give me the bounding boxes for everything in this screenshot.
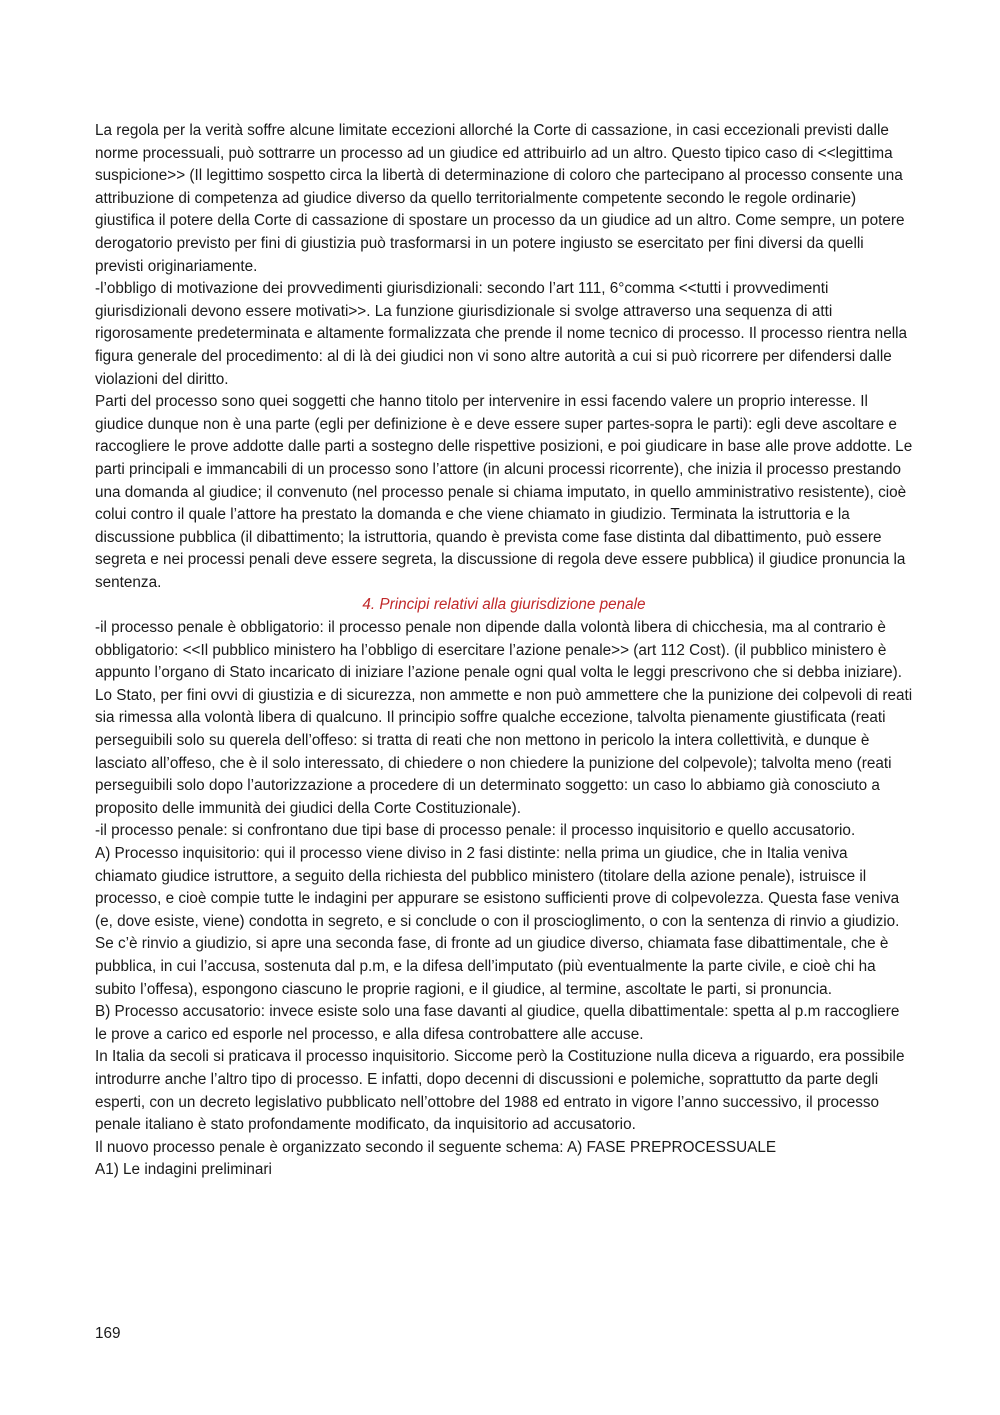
page-body — [95, 120, 913, 1182]
paragraph-obbligo-motivazione: -l’obbligo di motivazione dei provvedimenti giurisdizionali: secondo l’art 111, 6°comma <<tutti i provvedimenti giurisdizionali devono essere motivati>>. La funzione giurisdizionale si svolge attraverso una sequenza di atti rigorosamente predeterminata e altamente formalizzata che prende il nome tecnico di processo. Il processo rientra nella figura generale del procedimento: al di là dei giudici non vi sono altre autorità a cui si può ricorrere per difendersi dalle violazioni del diritto. — [95, 280, 908, 388]
paragraph-italia-riforma: In Italia da secoli si praticava il processo inquisitorio. Siccome però la Costituzione nulla diceva a riguardo, era possibile introdurre anche l’altro tipo di processo. E infatti, dopo decenni di discussioni e polemiche, soprattutto da parte degli esperti, con un decreto legislativo pubblicato nell’ottobre del 1988 ed entrato in vigore l’anno successivo, il processo penale italiano è stato profondamente modificato, da inquisitorio ad accusatorio. — [95, 1048, 905, 1134]
paragraph-processo-inquisitorio: A) Processo inquisitorio: qui il processo viene diviso in 2 fasi distinte: nella prima un giudice, che in Italia veniva chiamato giudice istruttore, a seguito della richiesta del pubblico ministero (titolare della azione penale), istruisce il processo, e cioè compie tutte le indagini per appurare se esistono sufficienti prove di colpevolezza. Questa fase veniva (e, dove esiste, viene) condotta in segreto, e si conclude o con il proscioglimento, o con la sentenza di rinvio a giudizio. Se c’è rinvio a giudizio, si apre una seconda fase, di fronte ad un giudice diverso, chiamata fase dibattimentale, che è pubblica, in cui l’accusa, sostenuta dal p.m, e la difesa dell’imputato (più eventualmente la parte civile, e cioè chi ha subito l’offesa), espongono ciascuno le proprie ragioni, e il giudice, al termine, ascoltate le parti, si pronuncia. — [95, 845, 900, 998]
paragraph-nuovo-schema: Il nuovo processo penale è organizzato secondo il seguente schema: A) FASE PREPROCESSUALE — [95, 1138, 777, 1156]
paragraph-obbligatorio: -il processo penale è obbligatorio: il processo penale non dipende dalla volontà libera di chicchesia, ma al contrario è obbligatorio: <<Il pubblico ministero ha l’obbligo di esercitare l’azione penale>> (art 112 Cost). (il pubblico ministero è appunto l’organo di Stato incaricato di iniziare l’azione penale ogni qual volta le leggi prescrivono che si debba iniziare). Lo Stato, per fini ovvi di giustizia e di sicurezza, non ammette e non può ammettere che la punizione dei colpevoli di reati sia rimessa alla volontà libera di qualcuno. Il principio soffre qualche eccezione, talvolta pienamente giustificata (reati perseguibili solo su querela dell’offeso: si tratta di reati che non mettono in pericolo la intera collettività, e dunque è lasciato all’offeso, che è il solo interessato, di chiedere o non chiedere la punizione del colpevole); talvolta meno (reati perseguibili solo dopo l’autorizzazione a procedere di un determinato soggetto: un caso lo abbiamo già conosciuto a proposito delle immunità dei giudici della Corte Costituzionale). — [95, 619, 913, 817]
paragraph-indagini-preliminari: A1) Le indagini preliminari — [95, 1161, 272, 1179]
section-heading: 4. Principi relativi alla giurisdizione penale — [362, 596, 646, 614]
paragraph-processo-accusatorio: B) Processo accusatorio: invece esiste solo una fase davanti al giudice, quella dibattimentale: spetta al p.m raccogliere le prove a carico ed esporle nel processo, e alla difesa controbattere alle accuse. — [95, 1003, 900, 1043]
paragraph-legittima-suspicione: La regola per la verità soffre alcune limitate eccezioni allorché la Corte di cassazione, in casi eccezionali previsti dalle norme processuali, può sottrarre un processo ad un giudice ed attribuirlo ad un altro. Questo tipico caso di <<legittima suspicione>> (Il legittimo sospetto circa la libertà di determinazione di coloro che partecipano al processo consente una attribuzione di competenza ad giudice diverso da quello territorialmente competente secondo le regole ordinarie) giustifica il potere della Corte di cassazione di spostare un processo da un giudice ad un altro. Come sempre, un potere derogatorio previsto per fini di giustizia può trasformarsi in un potere ingiusto se esercitato per fini diversi da quelli previsti originariamente. — [95, 122, 905, 275]
page-number: 169 — [95, 1325, 121, 1342]
paragraph-parti-processo: Parti del processo sono quei soggetti che hanno titolo per intervenire in essi facendo valere un proprio interesse. Il giudice dunque non è una parte (egli per definizione è e deve essere super partes-sopra le parti): egli deve ascoltare e raccogliere le prove addotte dalle parti a sostegno delle rispettive posizioni, e poi giudicare in base alle prove addotte. Le parti principali e immancabili di un processo sono l’attore (in alcuni processi ricorrente), che inizia il processo prestando una domanda al giudice; il convenuto (nel processo penale si chiama imputato, in quello amministrativo resistente), cioè colui contro il quale l’attore ha prestato la domanda e che viene chiamato in giudizio. Terminata la istruttoria e la discussione pubblica (il dibattimento; la istruttoria, quando è prevista come fase distinta dal dibattimento, può essere segreta e nei processi penali deve essere segreta, la discussione di regola deve essere pubblica) il giudice pronuncia la sentenza. — [95, 393, 913, 591]
paragraph-tipi-processo: -il processo penale: si confrontano due tipi base di processo penale: il processo inquisitorio e quello accusatorio. — [95, 822, 856, 840]
